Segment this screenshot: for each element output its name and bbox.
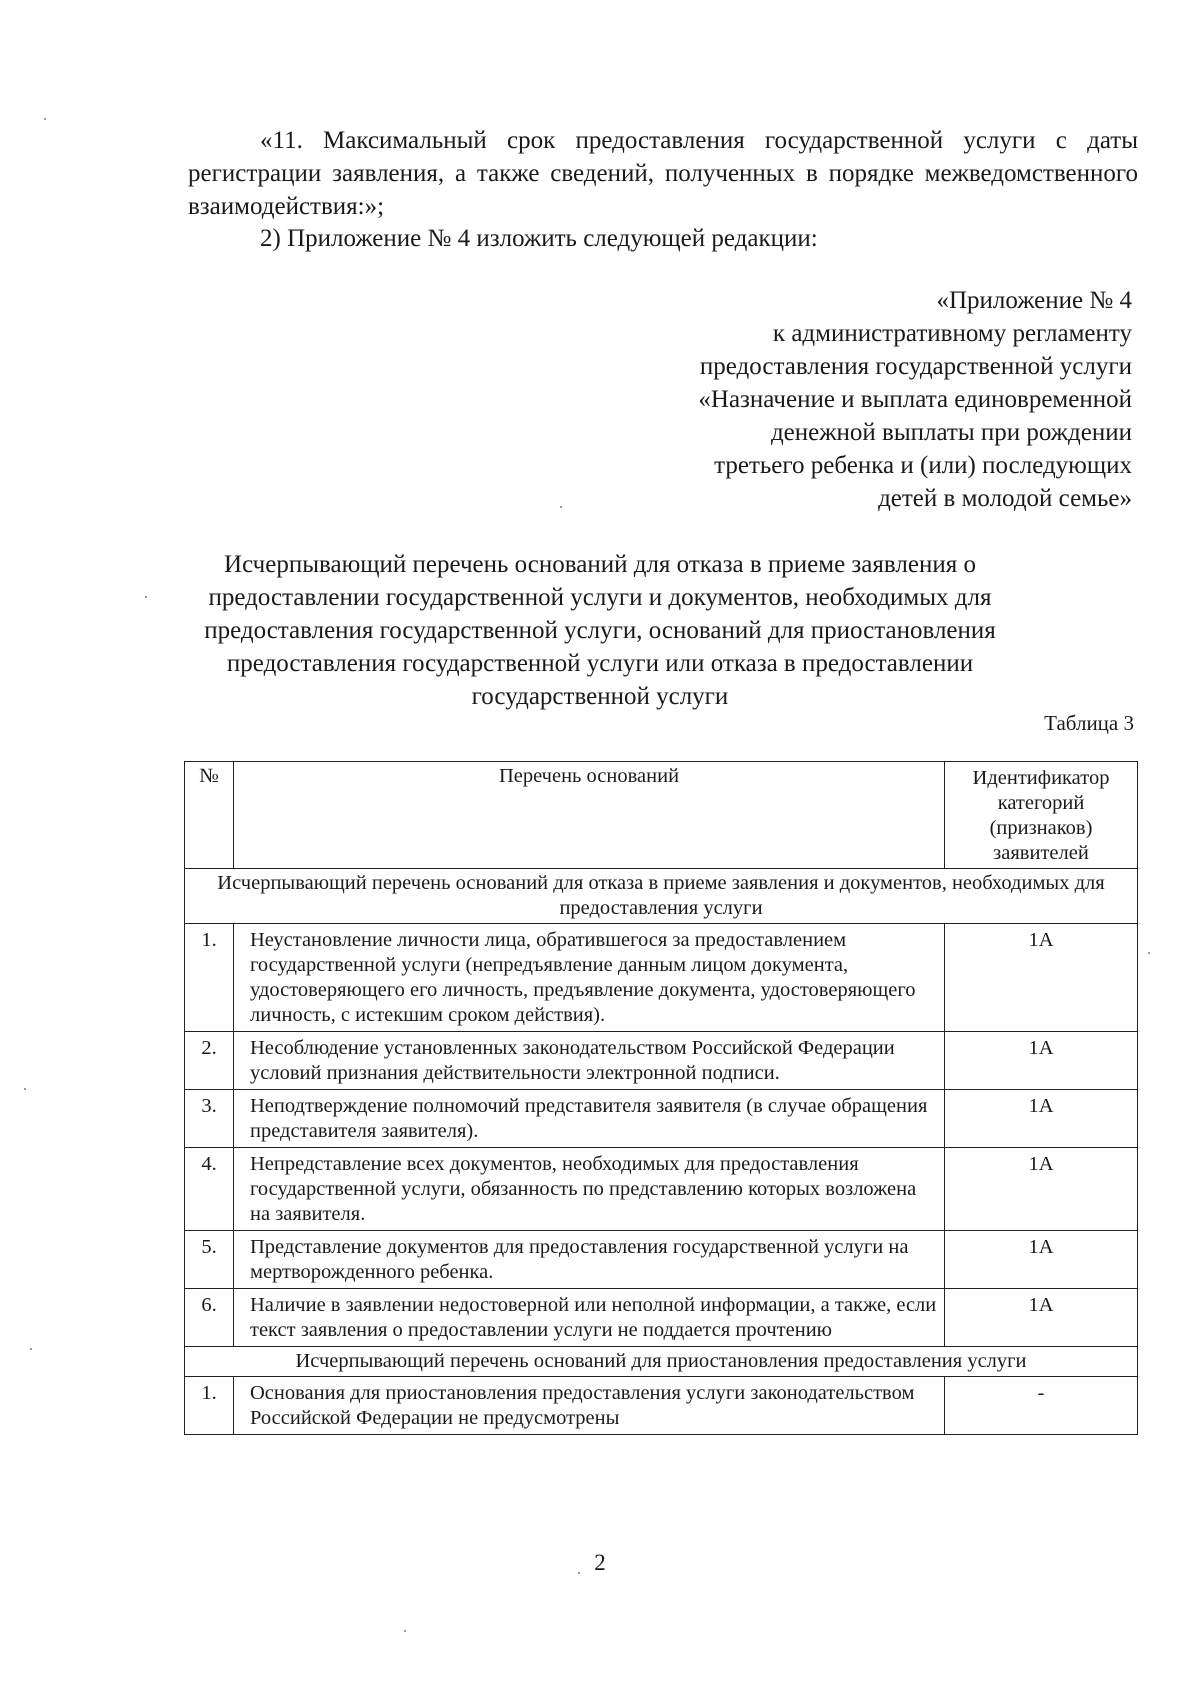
- row-text: Представление документов для предоставления государственной услуги на мертворожденного ребенка.: [234, 1231, 945, 1289]
- row-num: 4.: [185, 1148, 234, 1231]
- intro-paragraph-1: «11. Максимальный срок предоставления государственной услуги с даты регистрации заявления, а также сведений, полученных в порядке межведомственного взаимодействия:»;: [188, 127, 1138, 220]
- header-reasons: Перечень оснований: [234, 762, 945, 869]
- table-row: [185, 1377, 1138, 1435]
- section-title: Исчерпывающий перечень оснований для приостановления предоставления услуги: [185, 1347, 1138, 1377]
- appendix-header: [698, 284, 1132, 515]
- row-text: Наличие в заявлении недостоверной или неполной информации, а также, если текст заявления о предоставлении услуги не поддается прочтению: [234, 1289, 945, 1347]
- row-text: Неподтверждение полномочий представителя заявителя (в случае обращения представителя заявителя).: [234, 1090, 945, 1148]
- row-ident: -: [945, 1377, 1138, 1435]
- scan-speck: [30, 1348, 32, 1350]
- table-row: [185, 1090, 1138, 1148]
- row-ident: 1А: [945, 924, 1138, 1032]
- table-label: Таблица 3: [1044, 711, 1134, 735]
- appendix-line: детей в молодой семье»: [878, 485, 1132, 512]
- section-row: [185, 1347, 1138, 1377]
- table-row: [185, 1032, 1138, 1090]
- row-num: 3.: [185, 1090, 234, 1148]
- section-row: [185, 869, 1138, 924]
- row-text: Несоблюдение установленных законодательством Российской Федерации условий признания действительности электронной подписи.: [234, 1032, 945, 1090]
- scan-speck: [24, 1088, 26, 1090]
- table-row: [185, 1148, 1138, 1231]
- row-num: 6.: [185, 1289, 234, 1347]
- row-num: 2.: [185, 1032, 234, 1090]
- page-number: 2: [594, 1550, 606, 1575]
- appendix-line: третьего ребенка и (или) последующих: [714, 452, 1132, 479]
- table-header-row: [185, 762, 1138, 869]
- header-num: №: [185, 762, 234, 869]
- scan-speck: [44, 118, 46, 120]
- scan-speck: [145, 596, 147, 598]
- scan-speck: [1148, 952, 1150, 954]
- appendix-line: «Назначение и выплата единовременной: [698, 386, 1132, 413]
- header-ident: Идентификатор категорий (признаков) заявителей: [945, 762, 1138, 869]
- appendix-line: денежной выплаты при рождении: [770, 419, 1132, 446]
- row-text: Основания для приостановления предоставления услуги законодательством Российской Федерации не предусмотрены: [234, 1377, 945, 1435]
- row-ident: 1А: [945, 1032, 1138, 1090]
- row-text: Неустановление личности лица, обратившегося за предоставлением государственной услуги (непредъявление данным лицом документа, удостоверяющего его личность, предъявление документа, удостоверяющего личность, с истекшим сроком действия).: [234, 924, 945, 1032]
- scan-speck: [404, 1630, 406, 1632]
- row-ident: 1А: [945, 1289, 1138, 1347]
- grounds-table: [184, 761, 1138, 1435]
- row-ident: 1А: [945, 1090, 1138, 1148]
- row-text: Непредставление всех документов, необходимых для предоставления государственной услуги, обязанность по представлению которых возложена на заявителя.: [234, 1148, 945, 1231]
- appendix-line: «Приложение № 4: [936, 287, 1132, 314]
- appendix-line: предоставления государственной услуги: [699, 353, 1132, 380]
- row-ident: 1А: [945, 1231, 1138, 1289]
- intro-paragraph-2: 2) Приложение № 4 изложить следующей редакции:: [260, 225, 818, 252]
- row-num: 5.: [185, 1231, 234, 1289]
- row-ident: 1А: [945, 1148, 1138, 1231]
- table-row: [185, 1289, 1138, 1347]
- scan-speck: [578, 1572, 580, 1574]
- row-num: 1.: [185, 924, 234, 1032]
- row-num: 1.: [185, 1377, 234, 1435]
- table-row: [185, 1231, 1138, 1289]
- table-row: [185, 924, 1138, 1032]
- section-title: Исчерпывающий перечень оснований для отказа в приеме заявления и документов, необходимых для предоставления услуги: [185, 869, 1138, 924]
- appendix-line: к административному регламенту: [772, 320, 1132, 347]
- document-title: Исчерпывающий перечень оснований для отказа в приеме заявления о предоставлении государственной услуги и документов, необходимых для предоставления государственной услуги, оснований для приостановления предоставления государственной услуги или отказа в предоставлении государственной услуги: [204, 551, 996, 710]
- scan-speck: [560, 506, 562, 508]
